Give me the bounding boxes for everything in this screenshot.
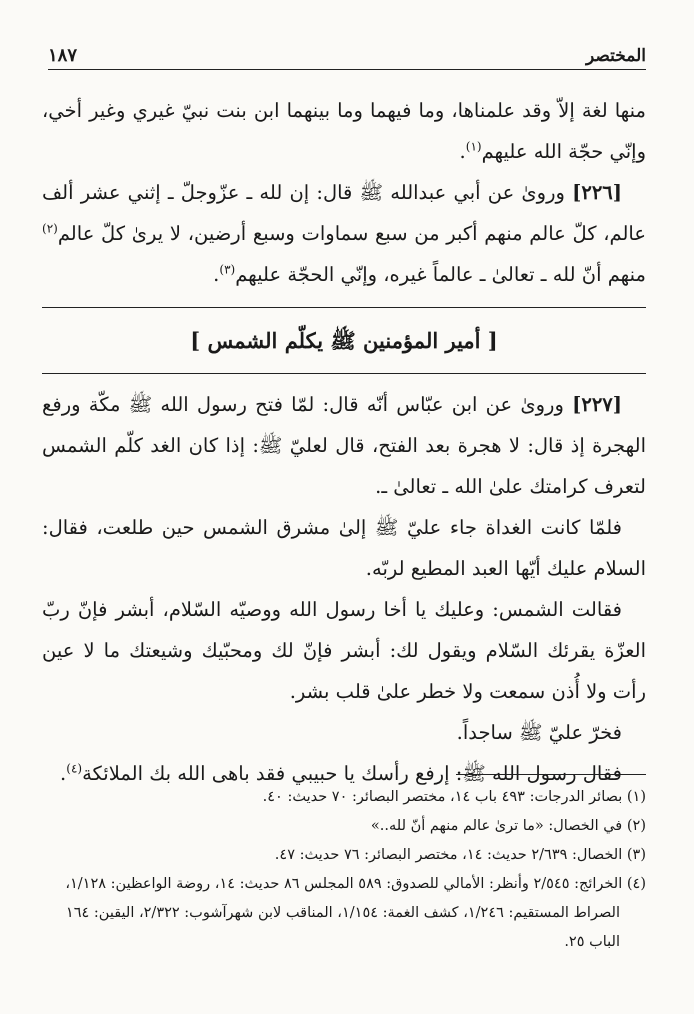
hadith-227: [42, 384, 646, 507]
main-text: [42, 90, 646, 794]
footnote: [48, 783, 646, 812]
footnote-number: (٤): [626, 876, 646, 892]
paragraph: فلمّا كانت الغداة جاء عليّ ﷺ إلىٰ مشرق الشمس حين طلعت، فقال: السلام عليك أيّها العبد المطيع لربّه.: [42, 516, 646, 580]
footnote-text: بصائر الدرجات: ٤٩٣ باب ١٤، مختصر البصائر: ٧٠ حديث: ٤٠.: [262, 789, 623, 805]
footnote-ref: (١): [465, 139, 482, 154]
footnote-number: (٣): [626, 847, 646, 863]
footnote-rule: [456, 774, 646, 775]
footnote: [48, 870, 646, 899]
section-heading: [ أمير المؤمنين ﷺ يكلّم الشمس ]: [190, 328, 498, 353]
paragraph-text: فقال رسول الله ﷺ: إرفع رأسك يا حبيبي فقد باهى الله بك الملائكة: [82, 762, 622, 785]
footnote-text: الخرائج: ٢/٥٤٥ وأنظر: الأمالي للصدوق: ٥٨٩ المجلس ٨٦ حديث: ١٤، روضة الواعظين: ١/١٢٨،: [65, 876, 623, 892]
hadith-number: [٢٢٧]: [572, 393, 623, 416]
footnote-continuation: [48, 928, 646, 957]
page-number: ١٨٧: [48, 45, 78, 66]
footnote-text: الباب ٢٥.: [564, 934, 620, 950]
punctuation: .: [60, 762, 67, 785]
paragraph: فخرّ عليّ ﷺ ساجداً.: [456, 721, 622, 744]
hadith-text: منهم أنّ لله ـ تعالىٰ ـ عالماً غيره، وإنّي الحجّة عليهم: [235, 263, 646, 286]
footnote: [48, 812, 646, 841]
footnote-number: (٢): [626, 818, 646, 834]
paragraph-text: منها لغة إلاّ وقد علمناها، وما فيهما وما بينهما ابن بنت نبيّ غيري وغير أخي، وإنّي حجّة الله عليهم: [42, 99, 646, 163]
divider: [42, 307, 646, 308]
hadith-text: وروىٰ عن ابن عبّاس أنّه قال: لمّا فتح رسول الله ﷺ مكّة ورفع الهجرة إذ قال: لا هجرة بعد الفتح، قال لعليّ ﷺ: إذا كان الغد كلّم الشمس لتعرف كرامتك علىٰ الله ـ تعالىٰ ـ.: [42, 393, 646, 498]
footnote-ref: (٤): [66, 761, 83, 776]
footnote: [48, 841, 646, 870]
footnote-ref: (٣): [219, 262, 236, 277]
footnotes: [48, 774, 646, 957]
footnote-continuation: [48, 899, 646, 928]
footnote-ref: (٢): [42, 221, 58, 236]
punctuation: .: [459, 140, 466, 163]
page-header: [48, 40, 646, 70]
footnote-number: (١): [626, 789, 646, 805]
hadith-number: [٢٢٦]: [572, 181, 623, 204]
hadith-text: وروىٰ عن أبي عبدالله ﷺ قال: إن لله ـ عزّوجلّ ـ إثني عشر ألف عالم، كلّ عالم منهم أكبر من سبع سماوات وسبع أرضين، لا يرىٰ كلّ عالم: [42, 181, 646, 245]
footnote-text: الصراط المستقيم: ١/٢٤٦، كشف الغمة: ١/١٥٤، المناقب لابن شهرآشوب: ٢/٣٢٢، اليقين: ١٦٤: [65, 905, 620, 921]
hadith-226: [42, 172, 646, 295]
divider: [42, 373, 646, 374]
running-title: المختصر: [586, 46, 646, 66]
paragraph: فقالت الشمس: وعليك يا أخا رسول الله ووصيّه السّلام، أبشر فإنّ ربّ العزّة يقرئك السّلام ويقول لك: أبشر فإنّ لك ومحبّيك وشيعتك ما لا عين رأت ولا أُذن سمعت ولا خطر علىٰ قلب بشر.: [42, 598, 646, 703]
footnote-text: الخصال: ٢/٦٣٩ حديث: ١٤، مختصر البصائر: ٧٦ حديث: ٤٧.: [274, 847, 623, 863]
paragraph-continuation: [42, 90, 646, 172]
punctuation: .: [213, 263, 220, 286]
footnote-text: في الخصال: «ما ترىٰ عالم منهم أنّ لله..»: [370, 818, 623, 834]
